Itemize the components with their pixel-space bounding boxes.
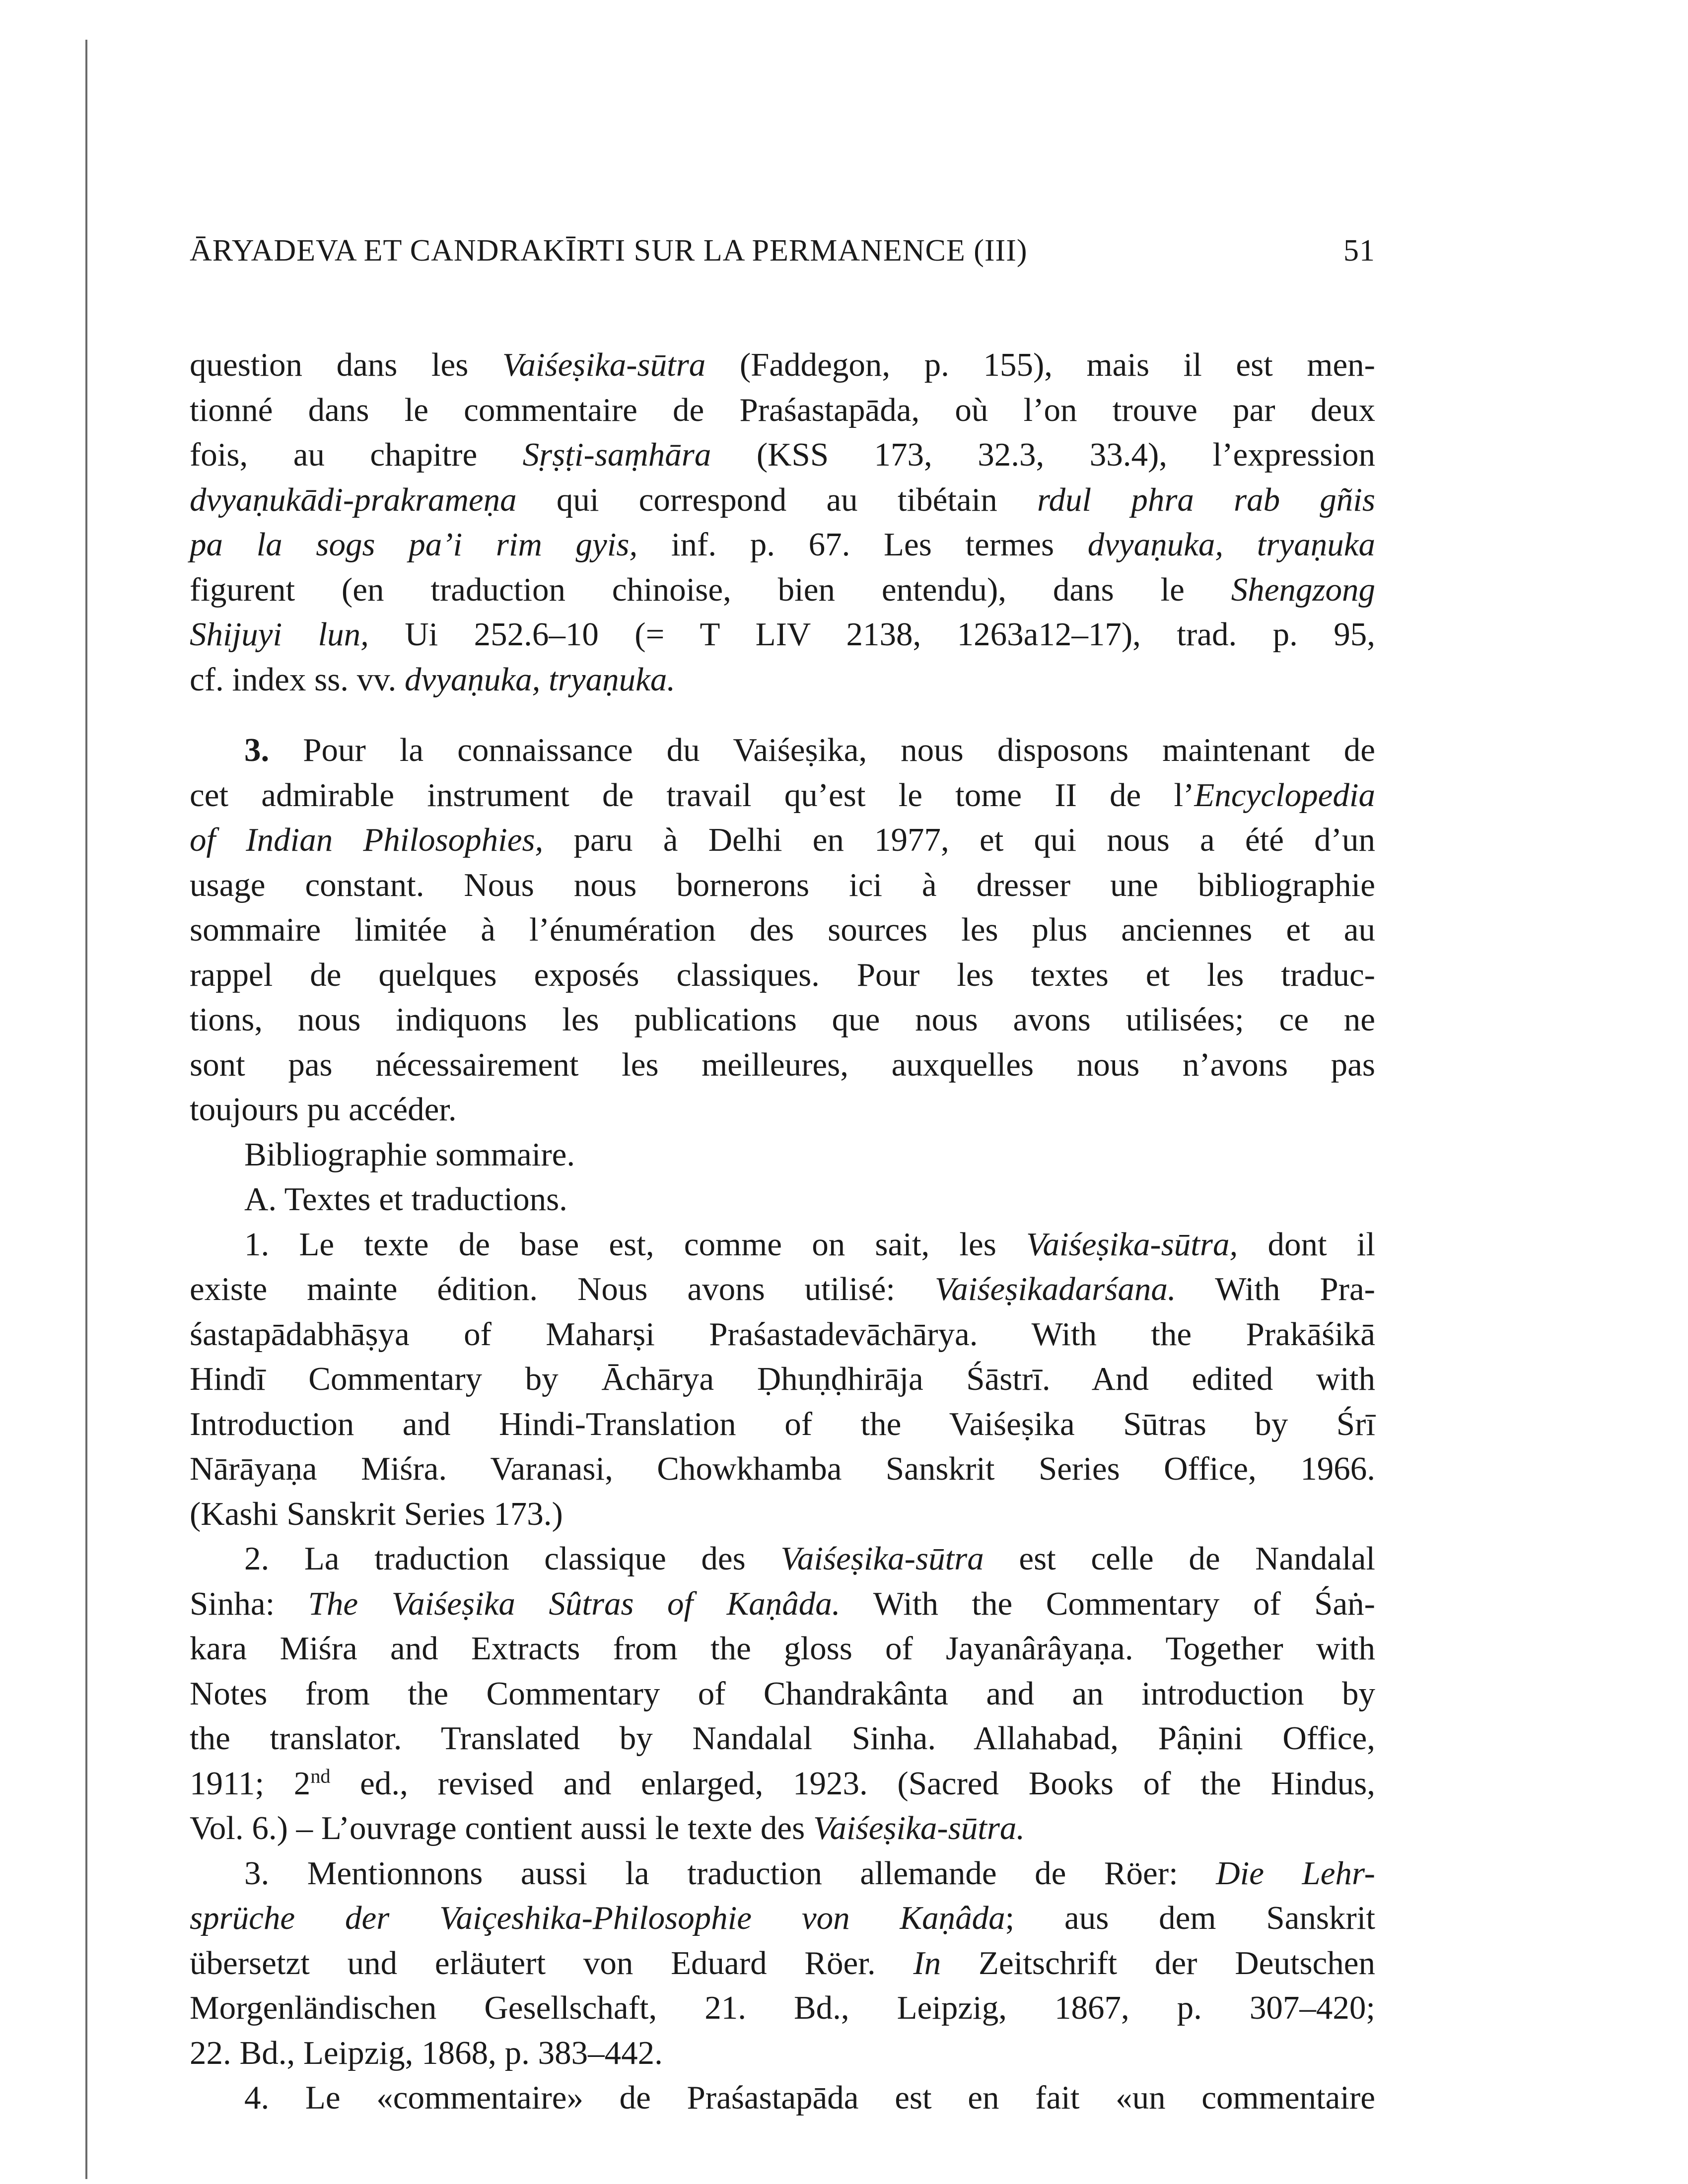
- text-line: [190, 342, 1375, 388]
- text-segment: Introduction and Hindi-Translation of the Vaiśeṣika Sūtras by Śrī: [190, 1405, 1375, 1442]
- text-segment: usage constant. Nous nous bornerons ici à dresser une bibliographie: [190, 866, 1375, 903]
- italic-text: dvyaṇuka, tryaṇuka.: [404, 661, 676, 698]
- italic-text: of Indian Philosophies,: [190, 821, 544, 858]
- text-line: [190, 953, 1375, 998]
- body-text: [190, 342, 1375, 2120]
- text-segment: inf. p. 67. Les termes: [637, 526, 1088, 563]
- text-segment: (Kashi Sanskrit Series 173.): [190, 1495, 563, 1532]
- text-line: [190, 1985, 1375, 2031]
- text-line: [190, 2075, 1375, 2120]
- text-segment: 3. Mentionnons aussi la traduction allemande de Röer:: [244, 1854, 1216, 1892]
- text-segment: (Faddegon, p. 155), mais il est men-: [705, 346, 1375, 383]
- text-segment: Ui 252.6–10 (= T LIV 2138, 1263a12–17), trad. p. 95,: [368, 616, 1375, 653]
- text-line: [190, 567, 1375, 613]
- text-line: [190, 863, 1375, 908]
- text-segment: toujours pu accéder.: [190, 1091, 457, 1128]
- text-line: [190, 1806, 1375, 1851]
- text-line: [190, 907, 1375, 953]
- text-segment: 1911; 2: [190, 1765, 311, 1802]
- text-segment: ; aus dem Sanskrit: [1005, 1900, 1375, 1936]
- margin-rule: [85, 40, 87, 2179]
- page-number: 51: [1343, 234, 1375, 268]
- italic-text: Vaiśeṣika-sūtra: [780, 1540, 984, 1577]
- italic-text: In: [913, 1944, 941, 1981]
- text-line: [190, 1446, 1375, 1492]
- text-line: [190, 1357, 1375, 1402]
- running-header: [190, 233, 1375, 278]
- text-line: [190, 612, 1375, 657]
- italic-text: Vaiśeṣika-sūtra: [502, 346, 706, 383]
- bold-text: 3.: [244, 732, 270, 768]
- text-segment: Sinha:: [190, 1585, 308, 1622]
- text-segment: sommaire limitée à l’énumération des sources les plus anciennes et au: [190, 911, 1375, 948]
- text-segment: kara Miśra and Extracts from the gloss of Jayanârâyaṇa. Together with: [190, 1630, 1375, 1667]
- italic-text: rdul phra rab gñis: [1037, 481, 1375, 518]
- text-segment: figurent (en traduction chinoise, bien entendu), dans le: [190, 571, 1231, 608]
- text-line: [190, 728, 1375, 773]
- text-segment: ed., revised and enlarged, 1923. (Sacred Books of the Hindus,: [330, 1765, 1375, 1802]
- running-title: ĀRYADEVA ET CANDRAKĪRTI SUR LA PERMANENCE (III): [190, 234, 1028, 268]
- text-line: [190, 478, 1375, 523]
- text-segment: With the Commentary of Śaṅ-: [840, 1585, 1375, 1622]
- text-line: [190, 1312, 1375, 1357]
- text-segment: rappel de quelques exposés classiques. Pour les textes et les traduc-: [190, 956, 1375, 993]
- text-line: [190, 1761, 1375, 1806]
- text-segment: Hindī Commentary by Āchārya Ḍhuṇḍhirāja Śāstrī. And edited with: [190, 1361, 1375, 1397]
- text-line: [190, 1896, 1375, 1941]
- text-segment: Vol. 6.) – L’ouvrage contient aussi le texte des: [190, 1810, 813, 1846]
- text-line: [190, 657, 1375, 702]
- text-segment: tionné dans le commentaire de Praśastapāda, où l’on trouve par deux: [190, 391, 1375, 428]
- text-segment: With Pra-: [1176, 1271, 1375, 1307]
- text-segment: cf. index ss. vv.: [190, 661, 405, 698]
- text-segment: Bibliographie sommaire.: [244, 1136, 575, 1173]
- text-segment: 2. La traduction classique des: [244, 1540, 781, 1577]
- text-line: [190, 522, 1375, 567]
- text-line: [190, 1087, 1375, 1132]
- text-segment: Nārāyaṇa Miśra. Varanasi, Chowkhamba Sanskrit Series Office, 1966.: [190, 1450, 1375, 1487]
- text-line: [190, 997, 1375, 1042]
- italic-text: Shengzong: [1231, 571, 1375, 608]
- italic-text: Encyclopedia: [1194, 776, 1375, 814]
- italic-text: Vaiśeṣika-sūtra,: [1026, 1226, 1238, 1263]
- text-segment: 1. Le texte de base est, comme on sait, les: [244, 1226, 1027, 1263]
- text-segment: fois, au chapitre: [190, 436, 523, 473]
- text-line: [190, 1536, 1375, 1581]
- text-segment: Notes from the Commentary of Chandrakânta and an introduction by: [190, 1675, 1375, 1712]
- text-segment: nd: [310, 1765, 331, 1787]
- text-line: [190, 1492, 1375, 1537]
- text-line: [190, 1402, 1375, 1447]
- text-segment: Morgenländischen Gesellschaft, 21. Bd., Leipzig, 1867, p. 307–420;: [190, 1989, 1375, 2026]
- text-segment: paru à Delhi en 1977, et qui nous a été d’un: [543, 821, 1375, 858]
- italic-text: pa la sogs pa’i rim gyis,: [190, 526, 638, 563]
- italic-text: The Vaiśeṣika Sûtras of Kaṇâda.: [308, 1585, 841, 1622]
- text-segment: A. Textes et traductions.: [244, 1181, 567, 1218]
- text-line: [190, 773, 1375, 818]
- text-segment: śastapādabhāṣya of Maharṣi Praśastadevāchārya. With the Prakāśikā: [190, 1315, 1375, 1353]
- text-segment: (KSS 173, 32.3, 33.4), l’expression: [711, 436, 1375, 473]
- italic-text: Vaiśeṣika-sūtra.: [813, 1810, 1025, 1846]
- italic-text: Vaiśeṣikadarśana.: [934, 1271, 1176, 1307]
- text-line: [190, 388, 1375, 433]
- text-line: [190, 1716, 1375, 1761]
- text-line: [190, 2031, 1375, 2076]
- text-line: [190, 1042, 1375, 1088]
- text-segment: existe mainte édition. Nous avons utilisé:: [190, 1271, 935, 1307]
- text-line: [190, 1267, 1375, 1312]
- text-line: [190, 1626, 1375, 1671]
- text-line: [190, 1941, 1375, 1986]
- text-segment: est celle de Nandalal: [984, 1540, 1375, 1577]
- text-line: [190, 1132, 1375, 1177]
- text-segment: Zeitschrift der Deutschen: [941, 1944, 1375, 1981]
- italic-text: dvyaṇuka, tryaṇuka: [1087, 526, 1375, 563]
- text-line: [190, 1581, 1375, 1627]
- italic-text: Die Lehr-: [1216, 1854, 1375, 1892]
- text-segment: cet admirable instrument de travail qu’est le tome II de l’: [190, 776, 1195, 814]
- text-line: [190, 1851, 1375, 1896]
- text-segment: Pour la connaissance du Vaiśeṣika, nous disposons maintenant de: [269, 732, 1375, 768]
- text-segment: tions, nous indiquons les publications que nous avons utilisées; ce ne: [190, 1001, 1375, 1038]
- italic-text: Shijuyi lun,: [190, 616, 369, 653]
- text-line: [190, 1177, 1375, 1222]
- italic-text: sprüche der Vaiçeshika-Philosophie von Kaṇâda: [190, 1900, 1005, 1936]
- text-segment: 4. Le «commentaire» de Praśastapāda est en fait «un commentaire: [244, 2079, 1375, 2116]
- text-segment: the translator. Translated by Nandalal Sinha. Allahabad, Pâṇini Office,: [190, 1720, 1375, 1757]
- text-line: [190, 432, 1375, 478]
- text-segment: sont pas nécessairement les meilleures, auxquelles nous n’avons pas: [190, 1046, 1375, 1083]
- text-line: [190, 1222, 1375, 1267]
- italic-text: dvyaṇukādi-prakrameṇa: [190, 481, 517, 518]
- text-segment: übersetzt und erläutert von Eduard Röer.: [190, 1944, 914, 1981]
- text-segment: 22. Bd., Leipzig, 1868, p. 383–442.: [190, 2034, 663, 2071]
- text-segment: question dans les: [190, 346, 502, 383]
- text-segment: qui correspond au tibétain: [516, 481, 1037, 518]
- italic-text: Sṛṣṭi-saṃhāra: [522, 436, 711, 473]
- text-segment: dont il: [1238, 1226, 1375, 1263]
- text-line: [190, 1671, 1375, 1716]
- text-line: [190, 818, 1375, 863]
